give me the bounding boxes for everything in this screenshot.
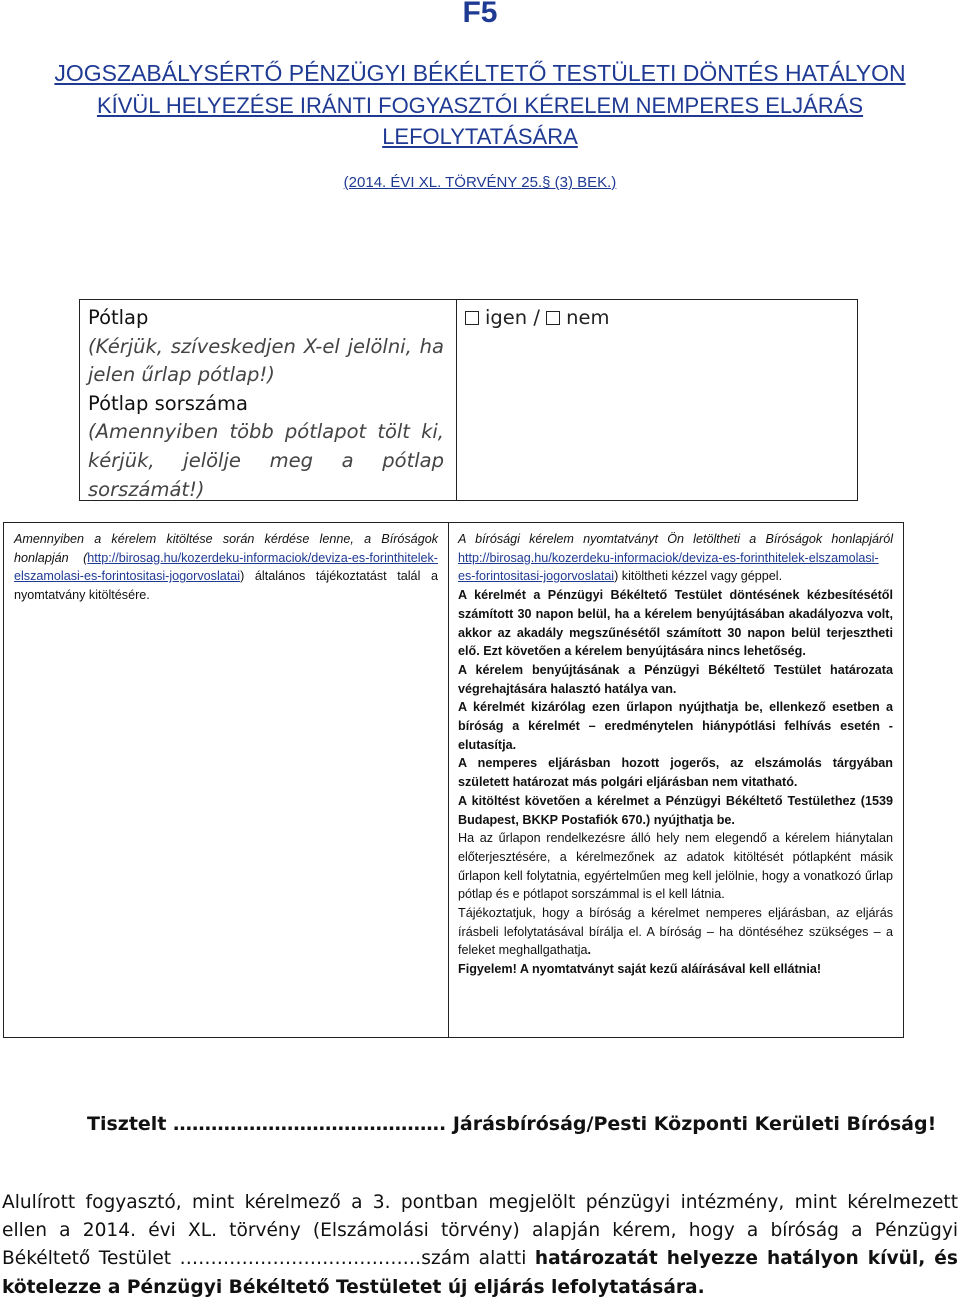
left-info-intro: Amennyiben a kérelem kitöltése során kérdése lenne, a Bíróságok honlapján ( [14, 532, 438, 565]
request-body-part1: Alulírott fogyasztó, mint kérelmező a 3. pontban megjelölt pénzügyi intézmény, mint kérelmezett ellen a 2014. évi XL. törvény (Elszámolási törvény) alapján kérem, hogy a bíróság a Pénzügyi Békéltető Testület …………………………………szám alatti [2, 1192, 958, 1270]
yes-no-separator: / [533, 306, 540, 329]
potlap-hint: (Kérjük, szíveskedjen X-el jelölni, ha jelen űrlap pótlap!) [88, 334, 444, 387]
no-checkbox[interactable] [546, 311, 560, 325]
left-info-paragraph [14, 530, 438, 605]
right-nonlitigious [458, 904, 893, 960]
yes-checkbox[interactable] [465, 311, 479, 325]
title-line-1: JOGSZABÁLYSÉRTŐ PÉNZÜGYI BÉKÉLTETŐ TESTÜLETI DÖNTÉS HATÁLYON [54, 60, 906, 86]
right-submit: A kitöltést követően a kérelmet a Pénzügyi Békéltető Testülethez (1539 Budapest, BKKP Postafiók 670.) nyújthatja be. [458, 793, 893, 827]
form-code: F5 [462, 0, 498, 29]
court-greeting: Tisztelt ……………………………………. Járásbíróság/Pesti Központi Kerületi Bíróság! [87, 1113, 937, 1135]
potlap-label-cell [79, 299, 457, 501]
title-line-3: LEFOLYTATÁSÁRA [382, 124, 578, 149]
title-subtitle: (2014. ÉVI XL. TÖRVÉNY 25.§ (3) BEK.) [343, 174, 617, 191]
potlap-number-hint: (Amennyiben több pótlapot tölt ki, kérjük, jelölje meg a pótlap sorszámát!) [88, 420, 444, 501]
request-body [2, 1189, 958, 1302]
right-info-link[interactable]: http://birosag.hu/kozerdeku-informaciok/deviza-es-forinthitelek-elszamolasi-es-forintositasi-jogorvoslatai [458, 550, 879, 584]
left-info-outro: ) általános tájékoztatást talál a nyomtatvány kitöltésére. [14, 569, 438, 603]
yes-label: igen [485, 306, 528, 329]
title-line-2: KÍVÜL HELYEZÉSE IRÁNTI FOGYASZTÓI KÉRELEM NEMPERES ELJÁRÁS [96, 93, 864, 118]
right-nonlit-dot: . [587, 943, 592, 958]
potlap-number-label: Pótlap sorszáma [88, 391, 248, 415]
no-label: nem [566, 306, 610, 329]
right-final: A nemperes eljárásban hozott jogerős, az elszámolás tárgyában született határozat más polgári eljárásban nem vitatható. [458, 756, 893, 790]
left-info-link[interactable]: http://birosag.hu/kozerdeku-informaciok/deviza-es-forinthitelek-elszamolasi-es-forintositasi-jogorvoslatai [14, 550, 438, 584]
right-info-cell [448, 522, 904, 1038]
right-nonlit-text: Tájékoztatjuk, hogy a bíróság a kérelmet nemperes eljárásban, az eljárás írásbeli lefolytatásával bírálja el. A bíróság – ha döntéséhez szükséges – a feleket meghallgathatja [458, 906, 893, 958]
request-body-part2: határozatát helyezze hatályon kívül, és kötelezze a Pénzügyi Békéltető Testületet új eljárás lefolytatására. [2, 1248, 958, 1298]
right-form-only: A kérelmét kizárólag ezen űrlapon nyújthatja be, ellenkező esetben a bíróság a kérelmét – eredménytelen hiánypótlási felhívás esetén - elutasítja. [458, 700, 893, 752]
right-download-intro: A bírósági kérelem nyomtatványt Ön letöltheti a Bíróságok honlapjáról [458, 532, 893, 546]
potlap-answer-cell [456, 299, 858, 501]
potlap-label: Pótlap [88, 306, 149, 329]
right-no-suspend: A kérelem benyújtásának a Pénzügyi Békéltető Testület határozata végrehajtására halasztó hatálya van. [458, 662, 893, 696]
right-warning: Figyelem! A nyomtatványt saját kezű aláírásával kell ellátnia! [458, 962, 822, 977]
left-info-cell [3, 522, 449, 1038]
right-download-outro: ) kitöltheti kézzel vagy géppel. [614, 569, 783, 584]
potlap-yes-no [465, 304, 610, 332]
right-extra: Ha az űrlapon rendelkezésre álló hely nem elegendő a kérelem hiánytalan előterjesztésére, a kérelmezőnek az adatok kitöltését pótlapként másik űrlapon kell folytatnia, egyértelműen meg kell jelölnie, hogy a vonatkozó űrlap pótlap és e pótlapot sorszámmal is el kell látnia. [458, 831, 893, 902]
right-deadline: A kérelmét a Pénzügyi Békéltető Testület döntésének kézbesítésétől számított 30 napon belül, ha a kérelem benyújtásában akadályozva volt, akkor az akadály megszűnésétől számított 30 napon belül terjesztheti elő. Ezt követően a kérelem benyújtására nincs lehetőség. [458, 588, 893, 659]
right-info-download [458, 530, 893, 586]
